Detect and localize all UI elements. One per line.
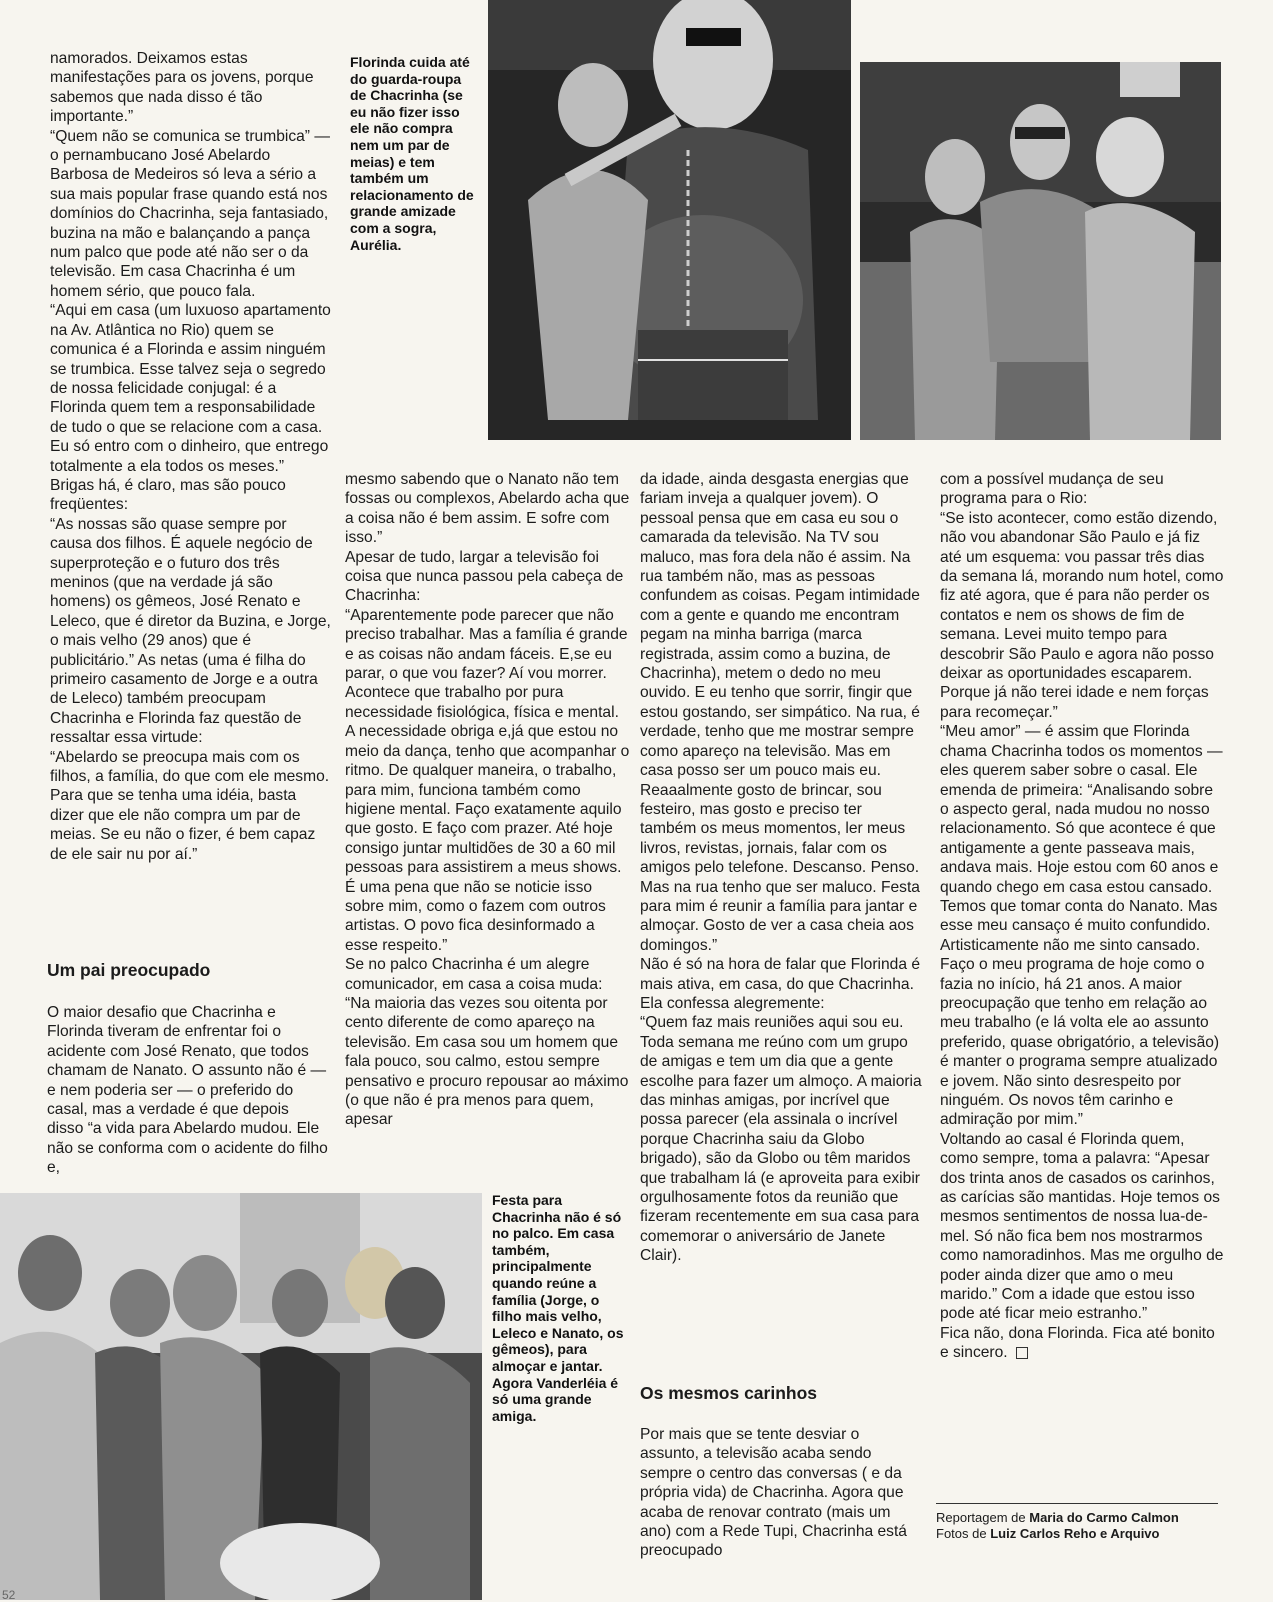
col4-paragraph xyxy=(940,1324,1224,1363)
col1-paragraph: “As nossas são quase sempre por causa dos filhos. É aquele negócio de superproteção e o futuro dos três meninos (que na verdade já são homens) os gêmeos, José Renato e Leleco, que é diretor da Buzina, e Jorge, o mais velho (29 anos) que é publicitário.” As netas (uma é filha do primeiro casamento de Jorge e a outra de Leleco) também preocupam Chacrinha e Florinda faz questão de ressaltar essa virtude: xyxy=(50,515,331,747)
col1-paragraph: Brigas há, é claro, mas são pouco freqüentes: xyxy=(50,476,286,514)
col1-paragraph: namorados. Deixamos estas manifestações para os jovens, porque sabemos que nada disso é tão importante.” xyxy=(50,50,314,126)
col4-paragraph: com a possível mudança de seu programa para o Rio: xyxy=(940,471,1164,508)
photo-florinda-costume xyxy=(488,0,851,440)
col3-paragraph: da idade, ainda desgasta energias que fariam inveja a qualquer jovem). O pessoal pensa que em casa eu sou o camarada da televisão. Na TV sou maluco, mas fora dela não é assim. Na rua também não, mas as pessoas confundem as coisas. Pegam intimidade com a gente e quando me encontram pegam na minha barriga (marca registrada, assim como a buzina, de Chacrinha), metem o dedo no meu ouvido. E eu tenho que sorrir, fingir que estou gostando, ser simpático. Na rua, é verdade, tenho que me mostrar sempre como apareço na televisão. Mas em casa posso ser um pouco mais eu. Reaaalmente gosto de brincar, sou festeiro, mas gosto e preciso ter também os meus momentos, ler meus livros, revistas, jornais, falar com os amigos pelo telefone. Descanso. Penso. Mas na rua tenho que ser maluco. Festa para mim é reunir a família para jantar e almoçar. Gosto de ver a casa cheia aos domingos.” xyxy=(640,471,920,954)
photo-couple-sofa xyxy=(860,62,1221,440)
credit-reportagem xyxy=(936,1510,1226,1526)
col1-paragraph: “Abelardo se preocupa mais com os filhos, a família, do que com ele mesmo. Para que se tenha uma idéia, basta dizer que ele não compra um par de meias. Se eu não o fizer, é bem capaz de ele sair nu por aí.” xyxy=(50,748,330,863)
credit-fotos-label: Fotos de xyxy=(936,1526,987,1541)
col3-paragraph: Não é só na hora de falar que Florinda é mais ativa, em casa, do que Chacrinha. Ela confessa alegremente: xyxy=(640,956,921,1012)
column-2 xyxy=(345,470,631,1130)
col2-paragraph: “Na maioria das vezes sou oitenta por cento diferente de como apareço na televisão. Em casa sou um homem que fala pouco, sou calmo, estou sempre pensativo e procuro repousar ao máximo (o que não é pra menos para quem, apesar xyxy=(345,994,629,1129)
column-1-continued xyxy=(47,1003,329,1178)
col1-paragraph: “Quem não se comunica se trumbica” — o pernambucano José Abelardo Barbosa de Medeiros só leva a sério a sua mais popular frase quando está nos domínios do Chacrinha, seja fantasiado, buzina na mão e balançando a pança num palco que pode até não ser o da televisão. Em casa Chacrinha é um homem sério, que pouco fala. xyxy=(50,127,330,300)
col4-paragraph: “Meu amor” — é assim que Florinda chama Chacrinha todos os momentos — eles querem saber sobre o casal. Ele emenda de primeira: “Analisando sobre o aspecto geral, nada mudou no nosso relacionamento. Só que acontece é que antigamente a gente passeava mais, andava mais. Hoje estou com 60 anos e quando chego em casa estou cansado. Temos que tomar conta do Nanato. Mas esse meu cansaço é muito confundido. Artisticamente não me sinto cansado. Faço o meu programa de hoje como o fazia no início, há 21 anos. A maior preocupação que tenho em relação ao meu trabalho (e lá volta ele ao assunto preferido, quase obrigatório, a televisão) é manter o programa sempre atualizado e jovem. Não sinto desrespeito por ninguém. Os novos têm carinho e admiração por mim.” xyxy=(940,723,1223,1129)
col3-paragraph: “Quem faz mais reuniões aqui sou eu. Toda semana me reúno com um grupo de amigas e tem um dia que a gente escolhe para fazer um almoço. A maioria das minhas amigas, por incrível que possa parecer (ela assinala o incrível porque Chacrinha saiu da Globo brigado), são da Globo ou têm maridos que trabalham lá (e aproveita para exibir orgulhosamente fotos da reunião que fizeram recentemente em sua casa para comemorar o aniversário de Janete Clair). xyxy=(640,1014,922,1265)
subhead-os-mesmos-carinhos: Os mesmos carinhos xyxy=(640,1383,818,1403)
credit-fotos-name: Luiz Carlos Reho e Arquivo xyxy=(990,1526,1160,1541)
end-of-article-icon xyxy=(1016,1347,1028,1359)
photo-family-group xyxy=(0,1193,482,1600)
col4-paragraph: Voltando ao casal é Florinda quem, como sempre, toma a palavra: “Apesar dos trinta anos de casados os carinhos, as carícias são mantidas. Hoje temos os mesmos sentimentos de nossa lua-de-mel. Só não fica bem nos mostrarmos como namoradinhos. Mas me orgulho de poder ainda dizer que amo o meu marido.” Com a idade que estou isso pode até ficar meio estranho.” xyxy=(940,1130,1224,1323)
column-3-continued xyxy=(640,1425,922,1561)
credit-fotos xyxy=(936,1526,1226,1542)
caption-top: Florinda cuida até do guarda-roupa de Chacrinha (se eu não fizer isso ele não compra nem um par de meias) e tem também um relacionamento de grande amizade com a sogra, Aurélia. xyxy=(350,54,474,253)
credits-divider xyxy=(936,1503,1218,1504)
credit-reportagem-name: Maria do Carmo Calmon xyxy=(1029,1510,1179,1525)
col2-paragraph: “Aparentemente pode parecer que não preciso trabalhar. Mas a família é grande e as coisas não andam fáceis. E,se eu parar, o que vou fazer? Aí vou morrer. Acontece que trabalho por pura necessidade fisiológica, física e mental. A necessidade obriga e,já que estou no meio da dança, tenho que acompanhar o ritmo. De qualquer maneira, o trabalho, para mim, funciona também como higiene mental. Faço exatamente aquilo que gosto. E faço com prazer. Até hoje consigo juntar multidões de 30 a 60 mil pessoas para assistirem a meus shows. É uma pena que não se noticie isso sobre mim, como o fazem com outros artistas. O povo fica desinformado a esse respeito.” xyxy=(345,606,630,954)
col4-paragraph: “Se isto acontecer, como estão dizendo, não vou abandonar São Paulo e já fiz até um esquema: vou passar três dias da semana lá, morando num hotel, como fiz até agora, que é para não perder os contatos e nem os shows de fim de semana. Levei muito tempo para descobrir São Paulo e agora não posso deixar as oportunidades escaparem. Porque já não terei idade e nem forças para recomeçar.” xyxy=(940,509,1224,721)
col2-paragraph: mesmo sabendo que o Nanato não tem fossas ou complexos, Abelardo acha que a coisa não é bem assim. E sofre com isso.” xyxy=(345,471,630,547)
caption-bottom: Festa para Chacrinha não é só no palco. Em casa também, principalmente quando reúne a família (Jorge, o filho mais velho, Leleco e Nanato, os gêmeos), para almoçar e jantar. Agora Vanderléia é só uma grande amiga. xyxy=(492,1192,624,1424)
subhead-um-pai-preocupado: Um pai preocupado xyxy=(47,960,211,980)
col2-paragraph: Apesar de tudo, largar a televisão foi coisa que nunca passou pela cabeça de Chacrinha: xyxy=(345,548,624,605)
credits xyxy=(936,1510,1226,1542)
credit-reportagem-label: Reportagem de xyxy=(936,1510,1026,1525)
col1-after-paragraph: O maior desafio que Chacrinha e Florinda tiveram de enfrentar foi o acidente com José Renato, que todos chamam de Nanato. O assunto não é — e nem poderia ser — o preferido do casal, mas a verdade é que depois disso “a vida para Abelardo mudou. Ele não se conforma com o acidente do filho e, xyxy=(47,1004,328,1177)
col3-after-paragraph: Por mais que se tente desviar o assunto, a televisão acaba sendo sempre o centro das conversas ( e da própria vida) de Chacrinha. Agora que acaba de renovar contrato (mais um ano) com a Rede Tupi, Chacrinha está preocupado xyxy=(640,1426,907,1560)
col1-paragraph: “Aqui em casa (um luxuoso apartamento na Av. Atlântica no Rio) quem se comunica é a Florinda e assim ninguém se trumbica. Esse talvez seja o segredo de nossa felicidade conjugal: é a Florinda quem tem a responsabilidade de tudo o que se relacione com a casa. Eu só entro com o dinheiro, que entrego totalmente a ela todos os meses.” xyxy=(50,302,331,475)
page-number: 52 xyxy=(2,1588,16,1602)
col2-paragraph: Se no palco Chacrinha é um alegre comunicador, em casa a coisa muda: xyxy=(345,956,603,993)
column-3 xyxy=(640,470,922,1266)
column-4 xyxy=(940,470,1224,1363)
column-1 xyxy=(50,49,332,864)
col4-final-sentence: Fica não, dona Florinda. Fica até bonito e sincero. xyxy=(940,1324,1215,1362)
